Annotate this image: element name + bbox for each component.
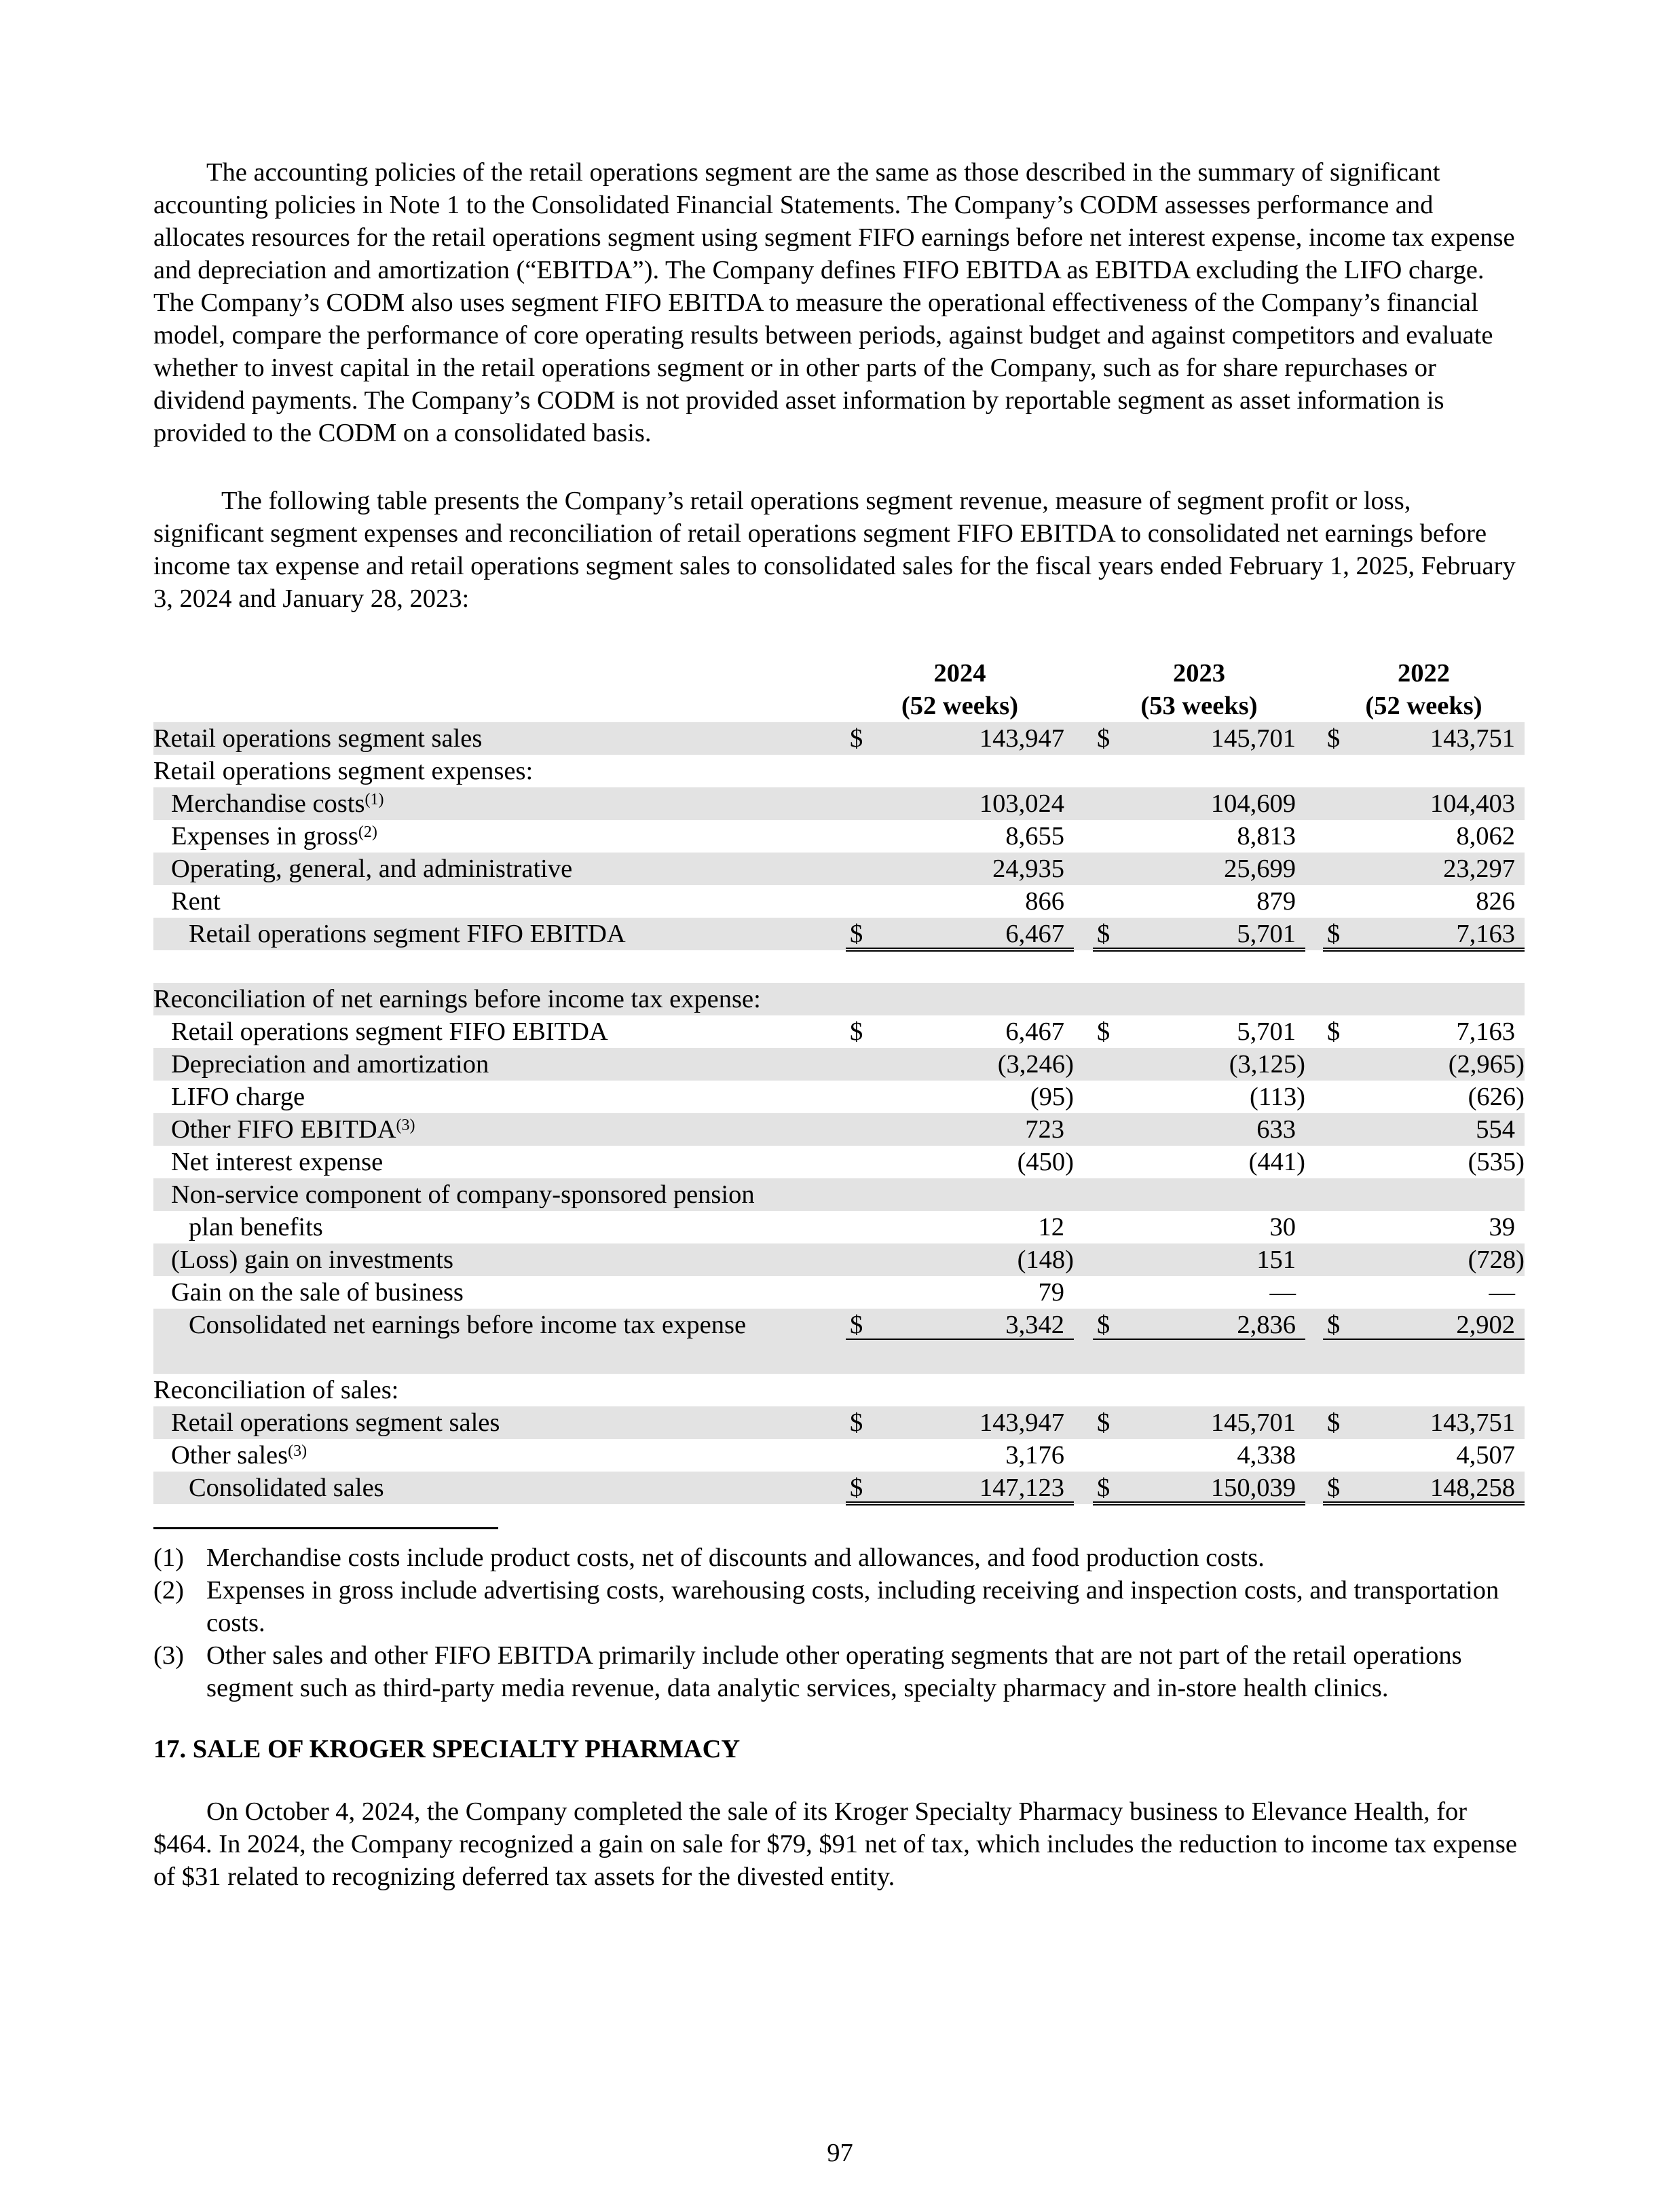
row-label — [153, 755, 533, 787]
footnote-mark: (3) — [153, 1641, 184, 1670]
value: 5,701 — [1237, 920, 1296, 948]
footnote-ref: (1) — [365, 791, 384, 808]
value: 3,342 — [1005, 1311, 1064, 1339]
footnote-ref: (3) — [288, 1442, 307, 1460]
value-cell — [846, 1439, 1074, 1473]
spacer-row — [153, 1341, 1525, 1374]
table-row — [153, 1309, 1525, 1341]
value: 866 — [1025, 887, 1064, 916]
row-label — [153, 722, 482, 755]
value: 143,947 — [979, 1408, 1064, 1437]
value-cell — [846, 787, 1074, 820]
value-cell — [1323, 1243, 1525, 1276]
row-label — [171, 1243, 453, 1276]
value: 104,403 — [1430, 789, 1515, 818]
row-label-text: Retail operations segment FIFO EBITDA — [189, 920, 626, 948]
table-row — [153, 918, 1525, 950]
row-label-text: LIFO charge — [171, 1083, 305, 1111]
value: 143,751 — [1430, 724, 1515, 753]
value: 826 — [1476, 887, 1515, 916]
value: (113) — [1250, 1083, 1305, 1111]
table-row — [153, 722, 1525, 755]
dollar-sign: $ — [850, 1017, 863, 1046]
footnote-text: Merchandise costs include product costs, net of discounts and allowances, and food production costs. — [206, 1543, 1265, 1572]
dollar-sign: $ — [850, 1311, 863, 1339]
dollar-sign: $ — [1097, 1017, 1110, 1046]
dollar-sign: $ — [1097, 724, 1110, 753]
value-cell — [1323, 1211, 1525, 1243]
row-label — [171, 787, 384, 820]
value: (3,125) — [1229, 1050, 1305, 1079]
value: 12 — [1038, 1213, 1064, 1241]
table-row — [153, 787, 1525, 820]
value: 150,039 — [1210, 1474, 1296, 1502]
row-label — [153, 1374, 398, 1406]
value: 8,655 — [1005, 822, 1064, 850]
value: 5,701 — [1237, 1017, 1296, 1046]
value-cell — [1093, 1015, 1305, 1048]
row-label-text: Rent — [171, 887, 221, 916]
value-cell — [1323, 787, 1525, 820]
value: 879 — [1256, 887, 1296, 916]
table-row — [153, 1113, 1525, 1146]
row-label-text: Expenses in gross — [171, 822, 358, 850]
value: 151 — [1256, 1246, 1296, 1274]
header-2024 — [846, 657, 1074, 724]
value-cell — [1323, 722, 1525, 755]
footnote-mark: (2) — [153, 1576, 184, 1605]
footnote-text: Other sales and other FIFO EBITDA primarily include other operating segments that are not part of the retail operations segment such as third-party media revenue, data analytic services, specialty pharmacy and in-store health clinics. — [206, 1641, 1462, 1702]
footnotes — [153, 1541, 1525, 1704]
table-row — [153, 1243, 1525, 1276]
row-label — [189, 1309, 746, 1341]
row-label-text: Other FIFO EBITDA — [171, 1115, 396, 1144]
value: 143,751 — [1430, 1408, 1515, 1437]
row-label — [171, 1406, 500, 1439]
row-label-text: Non-service component of company-sponsored pension — [171, 1180, 755, 1209]
value-cell — [1093, 1406, 1305, 1439]
row-label-text: Reconciliation of sales: — [153, 1376, 399, 1404]
table-row — [153, 1276, 1525, 1309]
value-cell — [1093, 1146, 1305, 1178]
value-cell — [1323, 1276, 1525, 1310]
value-cell — [846, 918, 1074, 952]
value: 6,467 — [1005, 1017, 1064, 1046]
table-row — [153, 1439, 1525, 1472]
value-cell — [846, 1146, 1074, 1178]
footnote-ref: (3) — [396, 1117, 415, 1134]
value-cell — [846, 1309, 1074, 1343]
value-cell — [846, 1243, 1074, 1276]
value-cell — [1323, 1472, 1525, 1505]
value-cell — [846, 853, 1074, 885]
value-cell — [1323, 885, 1525, 919]
header-weeks: (52 weeks) — [1323, 690, 1525, 724]
value-cell — [846, 1276, 1074, 1310]
value-cell — [1093, 1211, 1305, 1243]
page-number: 97 — [827, 2139, 853, 2167]
dollar-sign: $ — [850, 920, 863, 948]
footnote — [153, 1541, 1525, 1574]
dollar-sign: $ — [1097, 1311, 1110, 1339]
row-label-text: Depreciation and amortization — [171, 1050, 489, 1079]
value: 104,609 — [1210, 789, 1296, 818]
dollar-sign: $ — [1327, 1017, 1341, 1046]
row-label — [171, 1015, 608, 1048]
value: (441) — [1248, 1148, 1305, 1176]
intro-paragraph: The accounting policies of the retail operations segment are the same as those described in the summary of significant accounting policies in Note 1 to the Consolidated Financial Statements. The Company’s CODM assesses performance and allocates resources for the retail operations segment using segment FIFO earnings before net interest expense, income tax expense and depreciation and amortization (“EBITDA”). The Company defines FIFO EBITDA as EBITDA excluding the LIFO charge. The Company’s CODM also uses segment FIFO EBITDA to measure the operational effectiveness of the Company’s financial model, compare the performance of core operating results between periods, against budget and against competitors and evaluate whether to invest capital in the retail operations segment or in other parts of the Company, such as for share repurchases or dividend payments. The Company’s CODM is not provided asset information by reportable segment as asset information is provided to the CODM on a consolidated basis. — [153, 158, 1515, 447]
header-year: 2023 — [1173, 659, 1225, 688]
row-label-text: Net interest expense — [171, 1148, 384, 1176]
value: 39 — [1489, 1213, 1515, 1241]
value-cell — [1093, 1048, 1305, 1081]
table-row — [153, 1178, 1525, 1211]
value: 554 — [1476, 1115, 1515, 1144]
header-2022 — [1323, 657, 1525, 724]
value: 145,701 — [1210, 1408, 1296, 1437]
value: (535) — [1468, 1148, 1525, 1176]
dollar-sign: $ — [1097, 1474, 1110, 1502]
row-label — [171, 853, 572, 885]
value: (148) — [1017, 1246, 1074, 1274]
footnote — [153, 1574, 1525, 1639]
value: 4,338 — [1237, 1441, 1296, 1470]
dollar-sign: $ — [1097, 1408, 1110, 1437]
value: 7,163 — [1456, 1017, 1515, 1046]
table-row — [153, 885, 1525, 918]
value: 6,467 — [1005, 920, 1064, 948]
footnote-text: Expenses in gross include advertising costs, warehousing costs, including receiving and inspection costs, and transportation costs. — [206, 1576, 1499, 1637]
value: 147,123 — [979, 1474, 1064, 1502]
value: 24,935 — [992, 855, 1064, 883]
value: 633 — [1256, 1115, 1296, 1144]
table-row — [153, 1406, 1525, 1439]
value: 103,024 — [979, 789, 1064, 818]
value: 4,507 — [1456, 1441, 1515, 1470]
table-body — [153, 722, 1525, 1504]
value-cell — [846, 1113, 1074, 1146]
table-row — [153, 853, 1525, 885]
table-row — [153, 1211, 1525, 1243]
value: 8,062 — [1456, 822, 1515, 850]
row-label — [171, 1178, 755, 1211]
row-label — [171, 1439, 307, 1472]
value: 3,176 — [1005, 1441, 1064, 1470]
value-cell — [1093, 820, 1305, 853]
value: (626) — [1468, 1083, 1525, 1111]
value-cell — [1093, 1439, 1305, 1473]
dollar-sign: $ — [1097, 920, 1110, 948]
value-cell — [1323, 918, 1525, 952]
value-cell — [1093, 1276, 1305, 1310]
document-page — [153, 156, 1525, 1893]
row-label-text: Gain on the sale of business — [171, 1278, 464, 1307]
value-cell — [1323, 1081, 1525, 1113]
row-label — [171, 1113, 415, 1146]
value-cell — [1093, 885, 1305, 919]
table-row — [153, 820, 1525, 853]
header-year: 2022 — [1398, 659, 1450, 688]
value-cell — [1093, 787, 1305, 820]
row-label-text: Consolidated net earnings before income tax expense — [189, 1311, 747, 1339]
value-cell — [846, 1406, 1074, 1439]
row-label-text: plan benefits — [189, 1213, 323, 1241]
value-cell — [1093, 918, 1305, 952]
footnote — [153, 1639, 1525, 1704]
value: 7,163 — [1456, 920, 1515, 948]
value-cell — [1323, 1048, 1525, 1081]
value-cell — [846, 1015, 1074, 1048]
row-label — [153, 983, 761, 1015]
value-cell — [1093, 1472, 1305, 1505]
value-cell — [846, 1048, 1074, 1081]
value-cell — [1323, 1439, 1525, 1473]
table-header — [153, 657, 1525, 722]
dollar-sign: $ — [1327, 1474, 1341, 1502]
value-cell — [846, 1472, 1074, 1505]
dollar-sign: $ — [850, 1408, 863, 1437]
table-row — [153, 983, 1525, 1015]
row-label — [171, 1048, 489, 1081]
row-label — [171, 1146, 383, 1178]
header-2023 — [1093, 657, 1305, 724]
value-cell — [1323, 820, 1525, 853]
dollar-sign: $ — [1327, 920, 1341, 948]
value: — — [1489, 1278, 1515, 1307]
row-label-text: Consolidated sales — [189, 1474, 384, 1502]
value-cell — [1323, 1113, 1525, 1146]
table-intro-paragraph: The following table presents the Company’s retail operations segment revenue, measure of segment profit or loss, significant segment expenses and reconciliation of retail operations segment FIFO EBITDA to consolidated net earnings before income tax expense and retail operations segment sales to consolidated sales for the fiscal years ended February 1, 2025, February 3, 2024 and January 28, 2023: — [153, 487, 1516, 613]
value: 148,258 — [1430, 1474, 1515, 1502]
value: 2,902 — [1456, 1311, 1515, 1339]
value: 143,947 — [979, 724, 1064, 753]
row-label-text: Other sales — [171, 1441, 288, 1470]
value: 8,813 — [1237, 822, 1296, 850]
segment-table — [153, 657, 1525, 1504]
value-cell — [1323, 1406, 1525, 1439]
value-cell — [1093, 853, 1305, 885]
row-label-text: Merchandise costs — [171, 789, 365, 818]
row-label-text: Retail operations segment FIFO EBITDA — [171, 1017, 608, 1046]
value-cell — [1323, 1146, 1525, 1178]
row-label — [171, 1081, 305, 1113]
row-label-text: Retail operations segment expenses: — [153, 757, 534, 785]
value-cell — [1093, 1309, 1305, 1343]
table-row — [153, 1015, 1525, 1048]
table-row — [153, 1472, 1525, 1504]
value-cell — [846, 722, 1074, 755]
value: (2,965) — [1448, 1050, 1525, 1079]
value-cell — [1093, 1081, 1305, 1113]
row-label — [189, 1211, 323, 1243]
value-cell — [1323, 1015, 1525, 1048]
spacer-row — [153, 950, 1525, 983]
row-label — [171, 1276, 464, 1309]
value: (728) — [1468, 1246, 1525, 1274]
value-cell — [1093, 1243, 1305, 1276]
value-cell — [1323, 1309, 1525, 1343]
value-cell — [1093, 722, 1305, 755]
footnote-divider — [153, 1527, 498, 1529]
table-row — [153, 755, 1525, 787]
value-cell — [846, 1211, 1074, 1243]
dollar-sign: $ — [1327, 1408, 1341, 1437]
row-label-text: (Loss) gain on investments — [171, 1246, 453, 1274]
value: 25,699 — [1224, 855, 1296, 883]
footnote-ref: (2) — [358, 823, 377, 841]
value-cell — [846, 1081, 1074, 1113]
footnote-mark: (1) — [153, 1543, 184, 1572]
dollar-sign: $ — [1327, 724, 1341, 753]
row-label-text: Retail operations segment sales — [153, 724, 483, 753]
row-label — [189, 918, 626, 950]
value: 2,836 — [1237, 1311, 1296, 1339]
row-label — [189, 1472, 384, 1504]
table-row — [153, 1146, 1525, 1178]
value: (450) — [1017, 1148, 1074, 1176]
row-label-text: Retail operations segment sales — [171, 1408, 500, 1437]
row-label-text: Operating, general, and administrative — [171, 855, 573, 883]
value-cell — [846, 885, 1074, 919]
value: 145,701 — [1210, 724, 1296, 753]
dollar-sign: $ — [1327, 1311, 1341, 1339]
value: 723 — [1025, 1115, 1064, 1144]
row-label-text: Reconciliation of net earnings before income tax expense: — [153, 985, 761, 1013]
row-label — [171, 885, 221, 918]
header-year: 2024 — [933, 659, 986, 688]
table-row — [153, 1081, 1525, 1113]
value-cell — [1323, 853, 1525, 885]
section-paragraph: On October 4, 2024, the Company completed the sale of its Kroger Specialty Pharmacy business to Elevance Health, for $464. In 2024, the Company recognized a gain on sale for $79, $91 net of tax, which includes the reduction to income tax expense of $31 related to recognizing deferred tax assets for the divested entity. — [153, 1797, 1517, 1891]
section-heading: 17. SALE OF KROGER SPECIALTY PHARMACY — [153, 1735, 741, 1763]
table-row — [153, 1048, 1525, 1081]
value-cell — [846, 820, 1074, 853]
value: 23,297 — [1443, 855, 1515, 883]
header-weeks: (52 weeks) — [846, 690, 1074, 724]
value: (3,246) — [997, 1050, 1074, 1079]
header-weeks: (53 weeks) — [1093, 690, 1305, 724]
dollar-sign: $ — [850, 1474, 863, 1502]
value: (95) — [1030, 1083, 1074, 1111]
dollar-sign: $ — [850, 724, 863, 753]
value: — — [1269, 1278, 1296, 1307]
value: 79 — [1038, 1278, 1064, 1307]
value-cell — [1093, 1113, 1305, 1146]
table-row — [153, 1374, 1525, 1406]
value: 30 — [1269, 1213, 1296, 1241]
row-label — [171, 820, 377, 853]
